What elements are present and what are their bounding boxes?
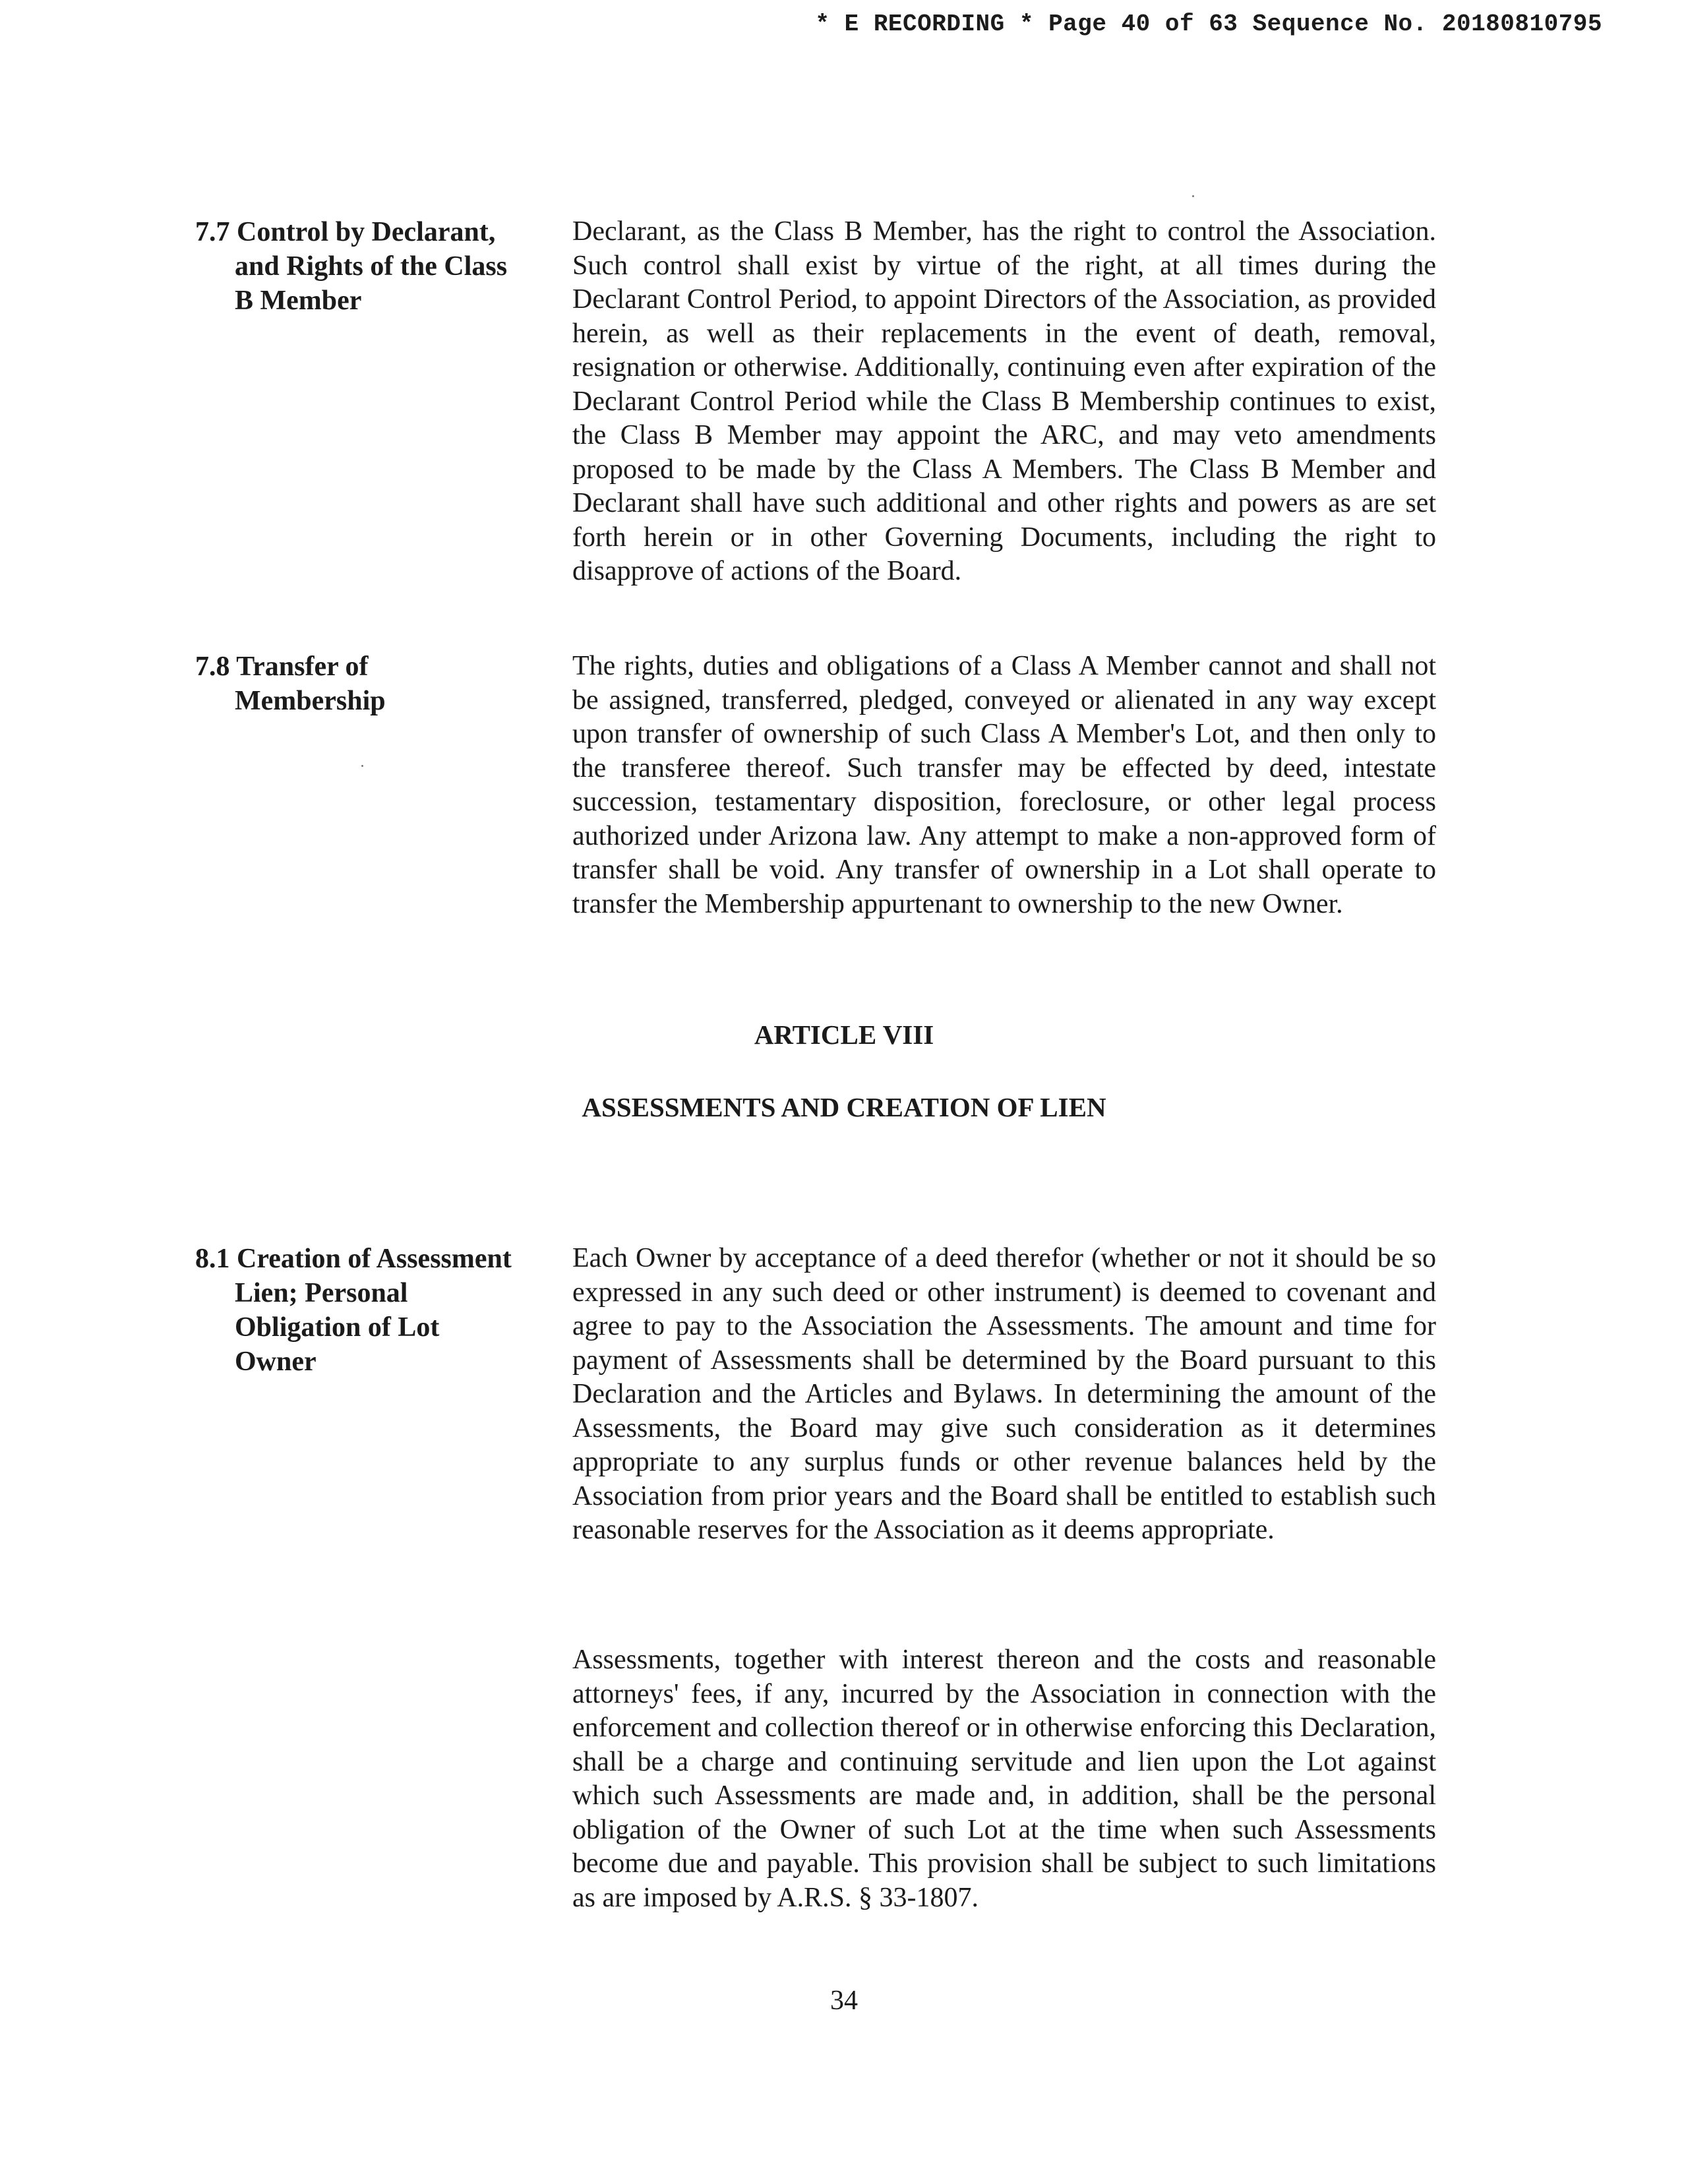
heading-line: 7.8 Transfer of	[195, 652, 369, 682]
heading-line: and Rights of the Class	[235, 251, 508, 282]
section-7-8-body: The rights, duties and obligations of a Class A Member cannot and shall not be assigned, transferred, pledged, conveyed or alienated in any way except upon transfer of ownership of such Class A Member's Lot, and then only to the transferee thereof. Such transfer may be effected by deed, intestate succession, testamentary disposition, foreclosure, or other legal process authorized under Arizona law. Any attempt to make a non-approved form of transfer shall be void. Any transfer of ownership in a Lot shall operate to transfer the Membership appurtenant to ownership to the new Owner.	[572, 651, 1436, 919]
section-8-1-heading	[195, 1242, 591, 1379]
section-7-8-heading	[195, 650, 551, 718]
heading-line: Owner	[235, 1347, 316, 1377]
heading-line: Membership	[235, 686, 386, 716]
section-7-7-body: Declarant, as the Class B Member, has the right to control the Association. Such control shall exist by virtue of the right, at all times during the Declarant Control Period, to appoint Directors of the Association, as provided herein, as well as their replacements in the event of death, removal, resignation or otherwise. Additionally, continuing even after expiration of the Declarant Control Period while the Class B Membership continues to exist, the Class B Member may appoint the ARC, and may veto amendments proposed to be made by the Class A Members. The Class B Member and Declarant shall have such additional and other rights and powers as are set forth herein or in other Governing Documents, including the right to disapprove of actions of the Board.	[572, 216, 1436, 586]
heading-line: Obligation of Lot	[235, 1312, 440, 1343]
heading-line: B Member	[235, 286, 362, 316]
heading-line: 7.7 Control by Declarant,	[195, 217, 496, 247]
heading-line: Lien; Personal	[235, 1278, 408, 1308]
article-title: ASSESSMENTS AND CREATION OF LIEN	[582, 1092, 1106, 1122]
section-8-1-paragraph-2: Assessments, together with interest thereon and the costs and reasonable attorneys' fees, if any, incurred by the Association in connection with the enforcement and collection thereof or in otherwise enforcing this Declaration, shall be a charge and continuing servitude and lien upon the Lot against which such Assessments are made and, in addition, shall be the personal obligation of the Owner of such Lot at the time when such Assessments become due and payable. This provision shall be subject to such limitations as are imposed by A.R.S. § 33-1807.	[572, 1645, 1436, 1913]
heading-line: 8.1 Creation of Assessment	[195, 1244, 512, 1274]
scan-speck	[1192, 195, 1194, 197]
scan-speck	[361, 765, 363, 767]
section-8-1-paragraph-1: Each Owner by acceptance of a deed therefor (whether or not it should be so expressed in any such deed or other instrument) is deemed to covenant and agree to pay to the Association the Assessments. The amount and time for payment of Assessments shall be determined by the Board pursuant to this Declaration and the Articles and Bylaws. In determining the amount of the Assessments, the Board may give such consideration as it determines appropriate to any surplus funds or other revenue balances held by the Association from prior years and the Board shall be entitled to establish such reasonable reserves for the Association as it deems appropriate.	[572, 1243, 1436, 1545]
section-7-7-heading	[195, 215, 551, 318]
article-number: ARTICLE VIII	[754, 1019, 934, 1050]
recording-header: * E RECORDING * Page 40 of 63 Sequence No. 20180810795	[815, 11, 1602, 38]
page-number: 34	[830, 1986, 858, 2016]
